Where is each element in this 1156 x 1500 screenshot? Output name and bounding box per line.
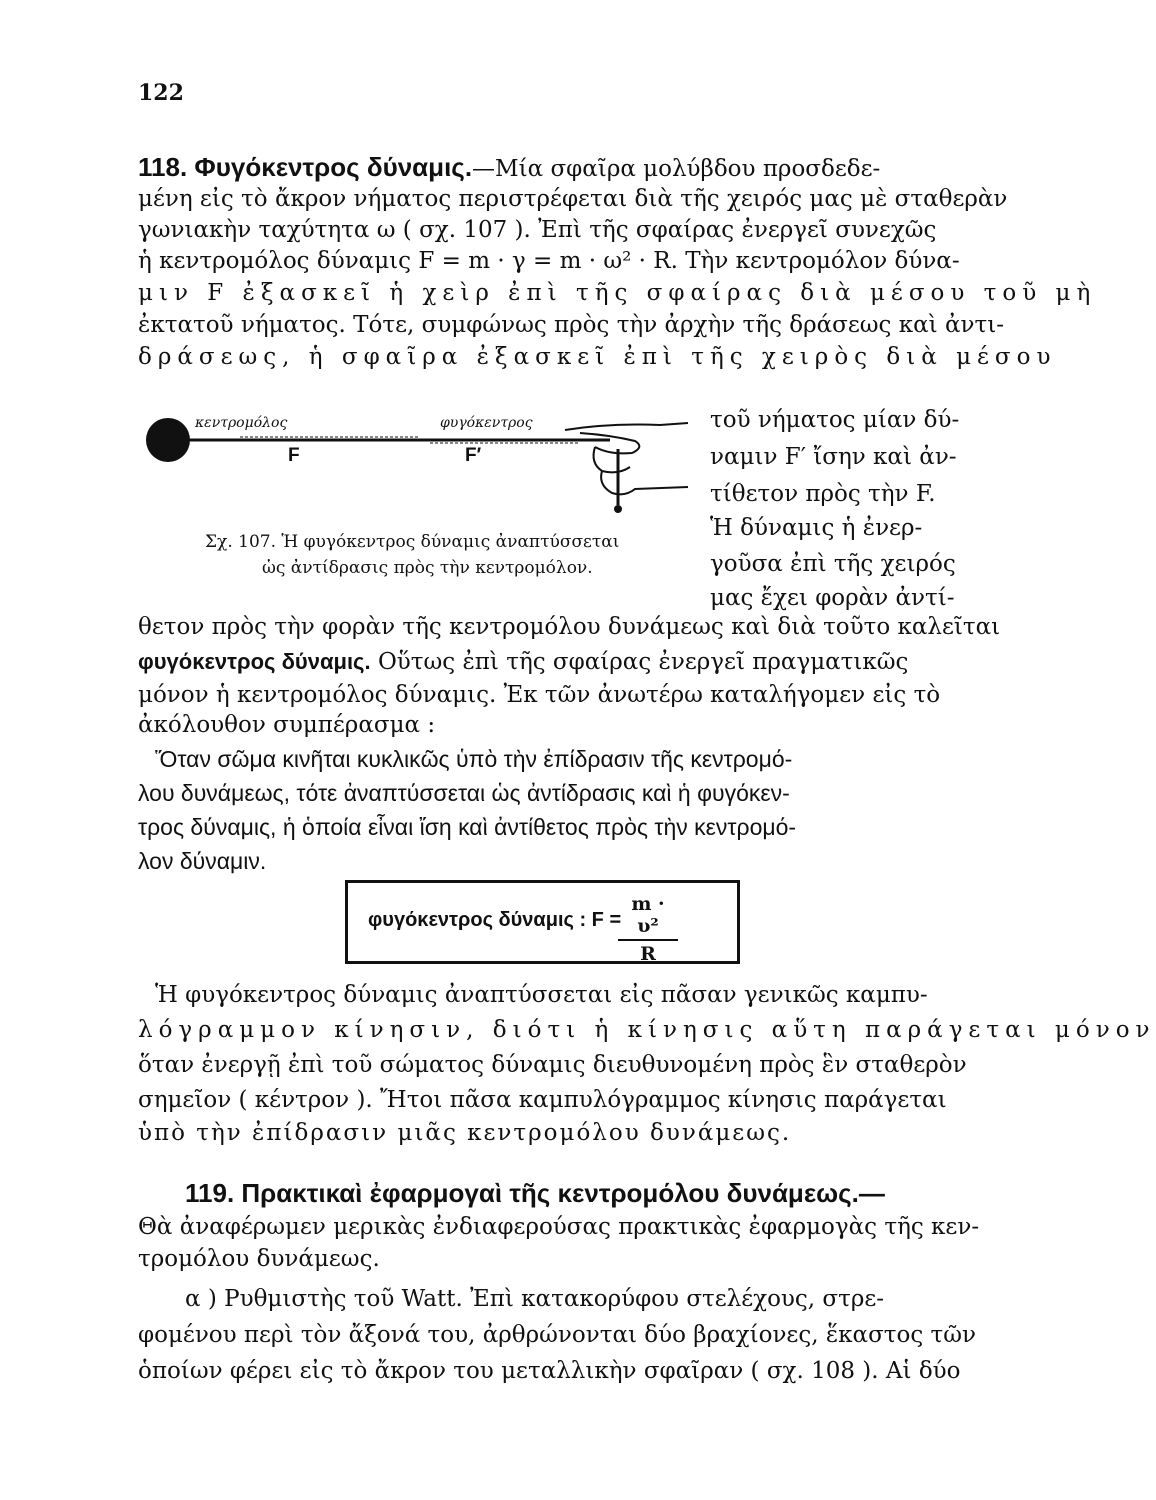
text-line: μιν F ἐξασκεῖ ἡ χεὶρ ἐπὶ τῆς σφαίρας διὰ μέσου τοῦ μὴ (138, 280, 1097, 306)
figure-caption-line: ὡς ἀντίδρασις πρὸς τὴν κεντρομόλον. (262, 558, 593, 578)
text-line: Θὰ ἀναφέρωμεν μερικὰς ἐνδιαφερούσας πρακτικὰς ἐφαρμογὰς τῆς κεν- (138, 1214, 980, 1240)
text-line: Ἡ δύναμις ἡ ἐνερ- (710, 515, 923, 541)
text-line: φομένου περὶ τὸν ἄξονά του, ἀρθρώνονται δύο βραχίονες, ἕκαστος τῶν (138, 1322, 977, 1348)
text-line: τίθετον πρὸς τὴν F. (710, 481, 936, 507)
text-line: γωνιακὴν ταχύτητα ω ( σχ. 107 ). Ἐπὶ τῆς σφαίρας ἐνεργεῖ συνεχῶς (138, 217, 937, 243)
text-line: ἀκόλουθον συμπέρασμα : (138, 712, 436, 738)
text-line: Οὕτως ἐπὶ τῆς σφαίρας ἐνεργεῖ πραγματικῶς (377, 649, 909, 675)
text-line: ναμιν F′ ἴσην καὶ ἀν- (710, 444, 957, 470)
force-f-prime-label: F′ (465, 445, 482, 466)
text-line: μόνον ἡ κεντρομόλος δύναμις. Ἐκ τῶν ἀνωτέρω καταλήγομεν εἰς τὸ (138, 682, 941, 708)
text-line: σημεῖον ( κέντρον ). Ἤτοι πᾶσα καμπυλόγραμμος κίνησις παράγεται (138, 1087, 947, 1113)
text-line: μας ἔχει φορὰν ἀντί- (710, 585, 955, 611)
formula-numerator: m · υ² (618, 893, 678, 941)
page-number: 122 (138, 80, 184, 106)
centripetal-label: κεντρομόλος (195, 415, 288, 431)
text-line: γοῦσα ἐπὶ τῆς χειρός (710, 551, 956, 577)
text-line-with-term (138, 647, 958, 677)
centrifugal-label: φυγόκεντρος (440, 415, 533, 431)
text-line: δράσεως, ἡ σφαῖρα ἐξασκεῖ ἐπὶ τῆς χειρὸς διὰ μέσου (138, 344, 1057, 370)
conclusion-line: λου δυνάμεως, τότε ἀναπτύσσεται ὡς ἀντίδρασις καὶ ἡ φυγόκεν- (138, 780, 790, 806)
bold-term: φυγόκεντρος δύναμις. (138, 649, 371, 674)
figure-caption-line: Σχ. 107. Ἡ φυγόκεντρος δύναμις ἀναπτύσσεται (205, 532, 620, 552)
section-119-heading: 119. Πρακτικαὶ ἐφαρμογαὶ τῆς κεντρομόλου δυνάμεως.— (185, 1178, 885, 1208)
conclusion-line: λον δύναμιν. (138, 848, 267, 874)
formula-box (345, 880, 740, 964)
text-line: θετον πρὸς τὴν φορὰν τῆς κεντρομόλου δυνάμεως καὶ διὰ τοῦτο καλεῖται (138, 614, 1001, 640)
text-line: τοῦ νήματος μίαν δύ- (710, 407, 960, 433)
text-line: Ἡ φυγόκεντρος δύναμις ἀναπτύσσεται εἰς πᾶσαν γενικῶς καμπυ- (155, 982, 928, 1008)
force-f-label: F (288, 445, 300, 466)
section-118-heading: 118. Φυγόκεντρος δύναμις. (138, 152, 473, 182)
text-line: —Μία σφαῖρα μολύβδου προσδεδε- (472, 156, 881, 182)
conclusion-line: Ὅταν σῶμα κινῆται κυκλικῶς ὑπὸ τὴν ἐπίδρασιν τῆς κεντρομό- (155, 746, 793, 772)
section-119-heading-line (185, 1178, 1005, 1210)
lead-ball (146, 418, 190, 462)
text-line: λόγραμμον κίνησιν, διότι ἡ κίνησις αὕτη παράγεται μόνον (138, 1017, 1156, 1043)
text-line: μένη εἰς τὸ ἄκρον νήματος περιστρέφεται διὰ τῆς χειρός μας μὲ σταθερὰν (138, 186, 1008, 212)
text-line: ὁποίων φέρει εἰς τὸ ἄκρον του μεταλλικὴν σφαῖραν ( σχ. 108 ). Αἱ δύο (138, 1358, 961, 1384)
text-line: ἐκτατοῦ νήματος. Τότε, συμφώνως πρὸς τὴν ἀρχὴν τῆς δράσεως καὶ ἀντι- (138, 312, 1004, 338)
text-line: τρομόλου δυνάμεως. (138, 1246, 380, 1272)
hand-icon (565, 423, 688, 512)
text-line: ὅταν ἐνεργῇ ἐπὶ τοῦ σώματος δύναμις διευθυνομένη πρὸς ἓν σταθερὸν (138, 1052, 967, 1078)
formula-denominator: R (640, 943, 656, 965)
formula-text: φυγόκεντρος δύναμις : F = (368, 909, 622, 931)
conclusion-line: τρος δύναμις, ἡ ὁποία εἶναι ἴση καὶ ἀντίθετος πρὸς τὴν κεντρομό- (138, 814, 797, 840)
text-line: α ) Ρυθμιστὴς τοῦ Watt. Ἐπὶ κατακορύφου στελέχους, στρε- (185, 1286, 885, 1312)
text-line: ἡ κεντρομόλος δύναμις F = m · γ = m · ω² · R. Τὴν κεντρομόλον δύνα- (138, 248, 960, 274)
figure-107 (140, 405, 700, 515)
section-118-first-line (138, 152, 958, 184)
formula-fraction (618, 893, 678, 965)
text-line: ὑπὸ τὴν ἐπίδρασιν μιᾶς κεντρομόλου δυνάμεως. (138, 1120, 792, 1146)
